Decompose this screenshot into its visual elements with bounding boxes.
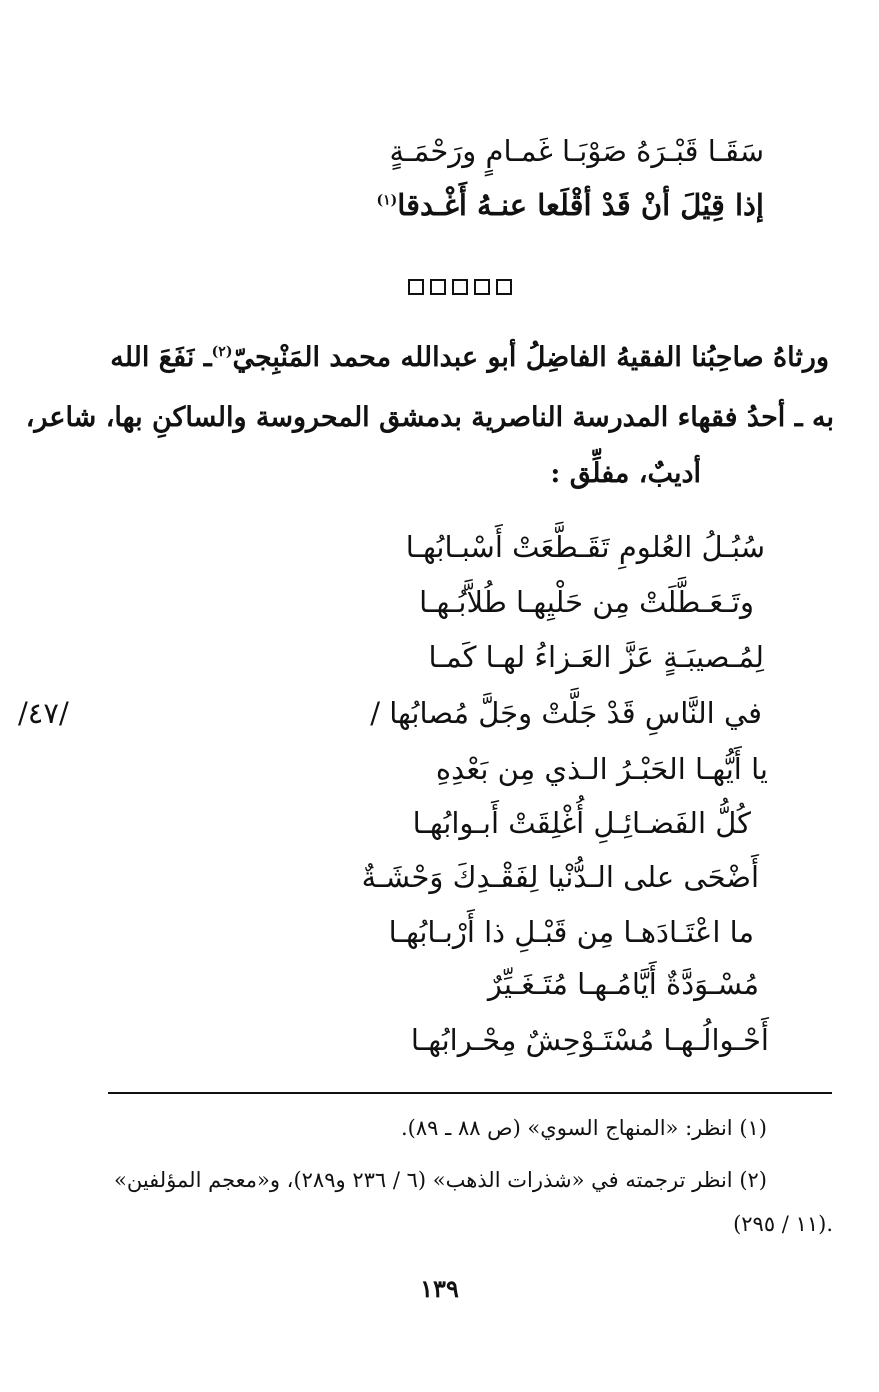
poem-line-7: أَضْحَى على الـدُّنْيا لِفَقْـدِكَ وَحْشَـةٌ xyxy=(361,860,759,894)
paragraph-line-1 xyxy=(110,342,829,373)
separator-square xyxy=(474,279,490,295)
poem-line-1: سُبُـلُ العُلومِ تَقَـطَّعَتْ أَسْبـابُهـا xyxy=(405,530,765,564)
footnote-2: (٢) انظر ترجمته في «شذرات الذهب» (٦ / ٢٣٦ و٢٨٩)، و«معجم المؤلفين» xyxy=(114,1168,767,1192)
poem-line-6: كُلُّ الفَضـائِـلِ أُغْلِقَتْ أَبـوابُهـا xyxy=(412,806,751,840)
poem-line-8: ما اعْتَـادَهـا مِن قَبْـلِ ذا أَرْبـابُهـا xyxy=(388,915,754,949)
opening-verse-line-2-text: إذا قِيْلَ أنْ قَدْ أقْلَعا عنـهُ أَغْـدقا xyxy=(397,188,764,222)
opening-verse-line-1: سَقَـا قَبْـرَهُ صَوْبَـا غَمـامٍ ورَحْمَـةٍ xyxy=(389,134,764,168)
separator-square xyxy=(408,279,424,295)
opening-verse-line-2 xyxy=(377,188,765,222)
paragraph-line-3: أديبٌ، مفلِّق : xyxy=(550,458,701,489)
separator-square xyxy=(496,279,512,295)
poem-line-2: وتَـعَـطَّلَتْ مِن حَلْيِهـا طُلاَّبُـهـا xyxy=(419,585,754,619)
footnote-ref-1: (١) xyxy=(376,192,398,209)
paragraph-line-1-start: ورثاهُ صاحِبُنا الفقيهُ الفاضِلُ أبو عبدالله محمد المَنْبِجيّ xyxy=(232,342,829,373)
footnote-2-continued: (١١ / ٢٩٥). xyxy=(733,1212,833,1236)
manuscript-page-marker: /٤٧/ xyxy=(18,696,69,730)
section-separator xyxy=(408,279,512,295)
footnote-divider xyxy=(108,1092,832,1094)
paragraph-line-1-end: ـ نَفَعَ الله xyxy=(110,342,212,373)
poem-line-3: لِمُـصيبَـةٍ عَزَّ العَـزاءُ لهـا كَمـا xyxy=(428,640,764,674)
paragraph-line-2: به ـ أحدُ فقهاء المدرسة الناصرية بدمشق المحروسة والساكنِ بها، شاعر، xyxy=(25,402,834,433)
poem-line-9: مُسْـوَدَّةٌ أَيَّامُـهـا مُتَـغَـيِّرٌ xyxy=(487,967,759,1001)
poem-line-10: أَحْـوالُـهـا مُسْتَـوْحِشٌ مِحْـرابُهـا xyxy=(410,1023,769,1057)
page-number: ١٣٩ xyxy=(420,1274,459,1303)
poem-line-5: يا أَيُّهـا الحَبْـرُ الـذي مِن بَعْدِهِ xyxy=(435,752,768,786)
separator-square xyxy=(452,279,468,295)
separator-square xyxy=(430,279,446,295)
poem-line-4: في النَّاسِ قَدْ جَلَّتْ وجَلَّ مُصابُها / xyxy=(370,696,762,730)
footnote-ref-2: (٢) xyxy=(211,344,233,360)
footnote-1: (١) انظر: «المنهاج السوي» (ص ٨٨ ـ ٨٩). xyxy=(400,1116,767,1140)
